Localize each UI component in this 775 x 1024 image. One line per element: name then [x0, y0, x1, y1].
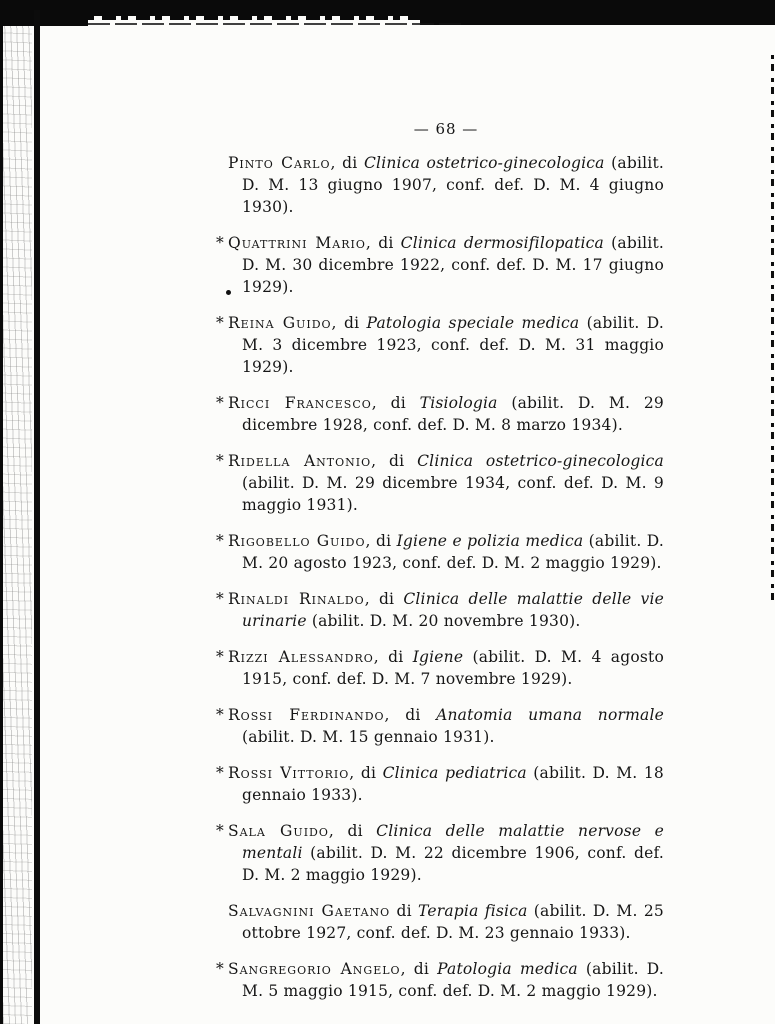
entry-details: (abilit. D. M. 5 maggio 1915, conf. def. D. M. 2 maggio 1929).: [242, 960, 664, 1000]
entry-connector: , di: [384, 706, 437, 724]
entry-connector: , di: [331, 314, 367, 332]
entry-name: Salvagnini Gaetano: [228, 902, 391, 920]
asterisk-marker: *: [216, 452, 224, 470]
entry-details: (abilit. D. M. 30 dicembre 1922, conf. def. D. M. 17 giugno 1929).: [242, 234, 664, 296]
entry-connector: , di: [371, 394, 420, 412]
asterisk-marker: *: [216, 234, 224, 252]
entry: [216, 762, 664, 806]
entry-discipline: Clinica delle malattie delle vie urinarie: [242, 590, 664, 630]
entry-discipline: Patologia speciale medica: [366, 314, 580, 332]
scan-artifact-top-dashes: [0, 16, 775, 20]
entry-connector: , di: [349, 764, 383, 782]
asterisk-marker: *: [216, 314, 224, 332]
entry-name: Quattrini Mario: [228, 234, 366, 252]
entry-connector: , di: [371, 452, 418, 470]
page-number: — 68 —: [413, 120, 479, 138]
entry-name: Sangregorio Angelo: [228, 960, 401, 978]
entry-discipline: Patologia medica: [437, 960, 578, 978]
entry: [216, 312, 665, 378]
entry-discipline: Anatomia umana normale: [436, 706, 664, 724]
entry-list: [216, 152, 665, 1016]
entry: [228, 152, 664, 218]
entry-name: Reina Guido: [228, 314, 332, 332]
entry-name: Ricci Francesco: [228, 394, 372, 412]
entry-discipline: Clinica ostetrico-ginecologica: [417, 452, 664, 470]
entry-connector: , di: [364, 590, 404, 608]
entry: [216, 704, 664, 748]
scan-artifact-left-noise: [3, 0, 32, 1024]
entry: [216, 392, 664, 436]
entry-details: (abilit. D. M. 25 ottobre 1927, conf. def. D. M. 23 gennaio 1933).: [242, 902, 664, 942]
entry: [216, 232, 664, 298]
entry-connector: , di: [330, 154, 364, 172]
entry-details: (abilit. D. M. 13 giugno 1907, conf. def. D. M. 4 giugno 1930).: [242, 154, 664, 216]
entry: [228, 900, 664, 944]
scan-artifact-top-band: [0, 0, 775, 16]
entry-name: Pinto Carlo: [228, 154, 331, 172]
asterisk-marker: *: [216, 590, 224, 608]
entry-discipline: Terapia fisica: [418, 902, 528, 920]
asterisk-marker: *: [216, 706, 224, 724]
scan-artifact-left-edge: [0, 0, 3, 1024]
entry: [216, 450, 664, 516]
entry: [216, 958, 664, 1002]
entry-connector: , di: [365, 234, 401, 252]
entry-details: (abilit. D. M. 20 agosto 1923, conf. def. D. M. 2 maggio 1929).: [242, 532, 665, 572]
entry-name: Rinaldi Rinaldo: [228, 590, 365, 608]
entry-connector: di: [390, 902, 419, 920]
entry-discipline: Tisiologia: [419, 394, 498, 412]
entry-connector: , di: [373, 648, 413, 666]
entry: [216, 588, 664, 632]
scan-artifact-corner-blob: [0, 0, 88, 26]
asterisk-marker: *: [216, 822, 224, 840]
entry-connector: , di: [365, 532, 397, 550]
asterisk-marker: *: [216, 532, 224, 550]
entry-connector: , di: [400, 960, 438, 978]
asterisk-marker: *: [216, 960, 224, 978]
entry-details: (abilit. D. M. 18 gennaio 1933).: [242, 764, 664, 804]
asterisk-marker: *: [216, 648, 224, 666]
entry-discipline: Igiene: [412, 648, 464, 666]
entry-name: Rossi Ferdinando: [228, 706, 385, 724]
entry-details: (abilit. D. M. 29 dicembre 1928, conf. def. D. M. 8 marzo 1934).: [242, 394, 664, 434]
asterisk-marker: *: [216, 394, 224, 412]
entry-discipline: Clinica delle malattie nervose e mentali: [242, 822, 664, 862]
entry-name: Rigobello Guido: [228, 532, 366, 550]
entry-details: (abilit. D. M. 29 dicembre 1934, conf. def. D. M. 9 maggio 1931).: [242, 474, 664, 514]
entry-name: Rossi Vittorio: [228, 764, 350, 782]
entry-name: Sala Guido: [228, 822, 329, 840]
entry-details: (abilit. D. M. 3 dicembre 1923, conf. def. D. M. 31 maggio 1929).: [242, 314, 665, 376]
entry: [216, 820, 664, 886]
entry-details: (abilit. D. M. 22 dicembre 1906, conf. def. D. M. 2 maggio 1929).: [242, 844, 664, 884]
entry-details: (abilit. D. M. 4 agosto 1915, conf. def. D. M. 7 novembre 1929).: [242, 648, 664, 688]
scan-artifact-left-bar: [34, 10, 40, 1024]
entry-details: (abilit. D. M. 15 gennaio 1931).: [242, 728, 495, 746]
entry-details: (abilit. D. M. 20 novembre 1930).: [306, 612, 581, 630]
entry-discipline: Clinica pediatrica: [382, 764, 527, 782]
entry-discipline: Igiene e polizia medica: [396, 532, 584, 550]
entry-connector: , di: [328, 822, 377, 840]
entry-discipline: Clinica ostetrico-ginecologica: [363, 154, 605, 172]
entry-name: Rizzi Alessandro: [228, 648, 374, 666]
entry: [216, 530, 665, 574]
asterisk-marker: *: [216, 764, 224, 782]
scan-artifact-top-band-right: [420, 0, 775, 25]
entry-discipline: Clinica dermosifilopatica: [400, 234, 604, 252]
entry: [216, 646, 664, 690]
scan-artifact-right-dotted-line: [771, 55, 774, 600]
entry-name: Ridella Antonio: [228, 452, 372, 470]
scan-artifact-top-dashes-2: [34, 23, 464, 25]
